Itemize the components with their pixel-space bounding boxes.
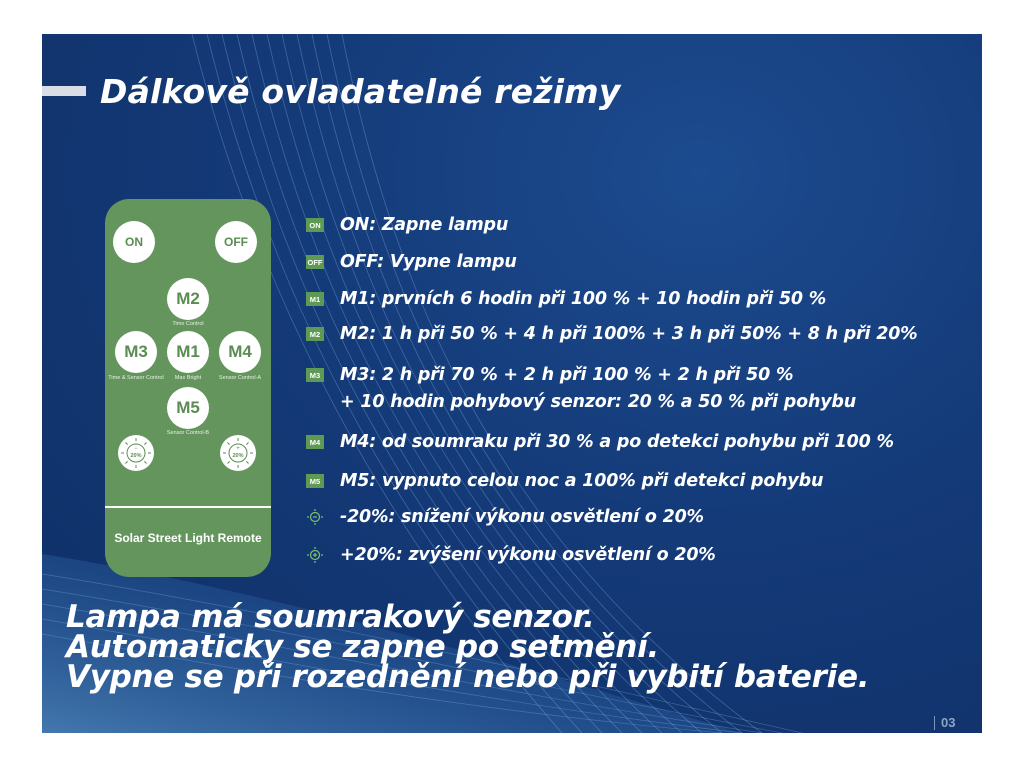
legend-item-on [306, 212, 508, 239]
footer-line-2: Automaticky se zapne po setmění. [66, 629, 659, 665]
footer-statement [66, 599, 870, 695]
remote-m2-button[interactable]: M2 [167, 278, 209, 320]
legend-text-m2: M2: 1 h při 50 % + 4 h při 100% + 3 h při 50% + 8 h při 20% [340, 324, 918, 344]
legend-item-m3 [306, 362, 856, 416]
dial-minus-sign: − [134, 446, 138, 452]
remote-label: Solar Street Light Remote [114, 531, 262, 545]
badge-m1: M1 [306, 292, 324, 306]
legend-text-off: OFF: Vypne lampu [340, 252, 517, 272]
dial-minus-value: 20% [130, 453, 142, 459]
legend-item-plus-20 [306, 542, 716, 569]
remote-m4-caption: Sensor Control-A [218, 375, 262, 381]
remote-m1-caption: Max Bright [174, 375, 202, 381]
legend-text-plus-20: +20%: zvýšení výkonu osvětlení o 20% [340, 545, 716, 565]
remote-minus-20-button[interactable] [118, 435, 154, 471]
remote-divider [105, 506, 271, 508]
legend-item-minus-20 [306, 504, 704, 531]
brightness-plus-icon [306, 548, 324, 562]
page-title: Dálkově ovladatelné režimy [100, 72, 621, 111]
legend-text-m5: M5: vypnuto celou noc a 100% při detekci pohybu [340, 471, 824, 491]
badge-m2: M2 [306, 327, 324, 341]
legend-text-m3-line1: M3: 2 h při 70 % + 2 h při 100 % + 2 h při 50 % [340, 365, 794, 385]
remote-m1-button[interactable]: M1 [167, 331, 209, 373]
badge-on: ON [306, 218, 324, 232]
remote-m2-caption: Time Control [172, 321, 204, 327]
brightness-minus-icon [306, 510, 324, 524]
brightness-minus-icon [118, 435, 154, 471]
remote-control [105, 199, 271, 577]
slide [42, 34, 982, 733]
page-number-separator [934, 716, 935, 730]
page-number: 03 [941, 715, 956, 730]
remote-plus-20-button[interactable] [220, 435, 256, 471]
badge-m3: M3 [306, 368, 324, 382]
legend-text-m3-line2: + 10 hodin pohybový senzor: 20 % a 50 % při pohybu [340, 392, 856, 412]
legend-item-m5 [306, 468, 823, 495]
dial-plus-sign: + [236, 446, 240, 452]
legend-item-m2 [306, 321, 918, 348]
remote-m3-caption: Time & Sensor Control [108, 375, 164, 381]
badge-m4: M4 [306, 435, 324, 449]
legend-text-m1: M1: prvních 6 hodin při 100 % + 10 hodin při 50 % [340, 289, 827, 309]
legend-item-off [306, 249, 517, 276]
legend-text-m4: M4: od soumraku při 30 % a po detekci pohybu při 100 % [340, 432, 894, 452]
remote-m4-button[interactable]: M4 [219, 331, 261, 373]
remote-m3-button[interactable]: M3 [115, 331, 157, 373]
dial-plus-value: 20% [232, 453, 244, 459]
footer-line-3: Vypne se při rozednění nebo při vybití baterie. [66, 659, 870, 695]
title-accent-bar [42, 86, 86, 96]
legend-item-m4 [306, 429, 894, 456]
brightness-plus-icon [220, 435, 256, 471]
legend-text-m3 [340, 362, 856, 416]
remote-m5-caption: Sensor Control-B [166, 430, 210, 436]
legend-text-minus-20: -20%: snížení výkonu osvětlení o 20% [340, 507, 704, 527]
remote-m5-button[interactable]: M5 [167, 387, 209, 429]
remote-off-button[interactable]: OFF [215, 221, 257, 263]
badge-off: OFF [306, 255, 324, 269]
legend-text-on: ON: Zapne lampu [340, 215, 509, 235]
footer-line-1: Lampa má soumrakový senzor. [66, 599, 595, 635]
badge-m5: M5 [306, 474, 324, 488]
legend-item-m1 [306, 286, 826, 313]
remote-on-button[interactable]: ON [113, 221, 155, 263]
